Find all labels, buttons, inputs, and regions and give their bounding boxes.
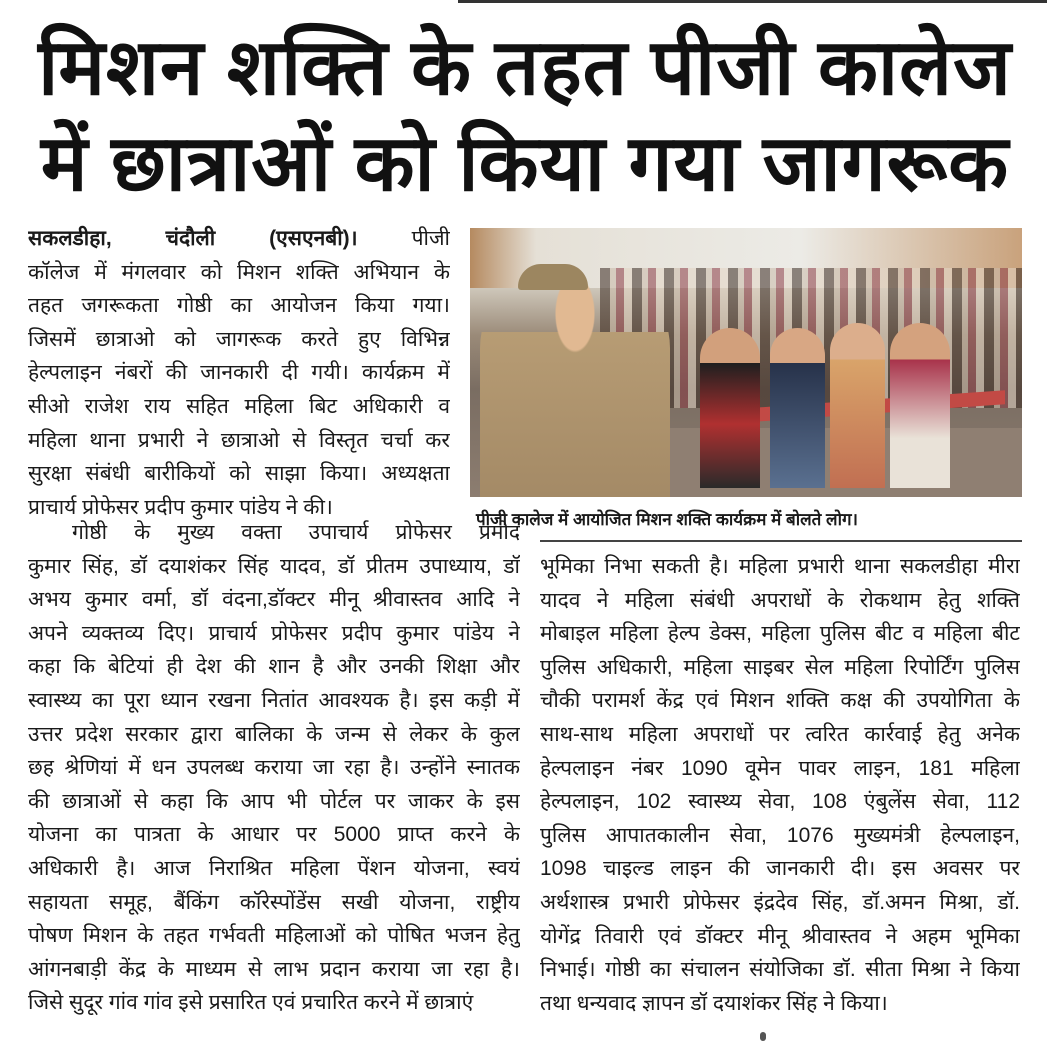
article-line: योजना का पात्रता के आधार पर 5000 प्राप्त करने के xyxy=(28,823,520,847)
article-line: निभाई। गोष्ठी का संचालन संयोजिका डॉ. सीता मिश्रा ने किया xyxy=(540,958,1020,982)
article-line: उत्तर प्रदेश सरकार द्वारा बालिका के जन्म से लेकर के कुल xyxy=(28,722,520,746)
headline-line-1: मिशन शक्ति के तहत पीजी कालेज xyxy=(38,23,1012,111)
article-line: हेल्पलाइन, 102 स्वास्थ्य सेवा, 108 एंबुलेंस सेवा, 112 xyxy=(540,790,1020,814)
article-line: अपने व्यक्तव्य दिए। प्राचार्य प्रोफेसर प्रदीप कुमार पांडेय ने xyxy=(28,621,520,645)
event-photo xyxy=(470,228,1022,497)
article-line: सुरक्षा संबंधी बारीकियों को साझा किया। अध्यक्षता xyxy=(28,462,450,486)
article-line: 1098 चाइल्ड लाइन की जानकारी दी। इस अवसर पर xyxy=(540,857,1020,881)
article-line: की छात्राओं से कहा कि आप भी पोर्टल पर जाकर के इस xyxy=(28,789,520,813)
dateline: सकलडीहा, चंदौली (एसएनबी)। xyxy=(28,227,358,250)
caption-rule xyxy=(540,540,1022,542)
article-line: कॉलेज में मंगलवार को मिशन शक्ति अभियान के xyxy=(28,260,450,284)
article-line: स्वास्थ्य का पूरा ध्यान रखना नितांत आवश्यक है। इस कड़ी में xyxy=(28,688,520,712)
article-line: महिला थाना प्रभारी ने छात्राओ से विस्तृत चर्चा कर xyxy=(28,428,450,452)
article-line: अधिकारी है। आज निराश्रित महिला पेंशन योजना, स्वयं xyxy=(28,856,520,880)
article-line: जिसे सुदूर गांव गांव इसे प्रसारित एवं प्रचारित करने में छात्राएं xyxy=(28,991,474,1015)
article-line: गोष्ठी के मुख्य वक्ता उपाचार्य प्रोफेसर प्रमोद xyxy=(72,521,520,544)
article-line: मोबाइल महिला हेल्प डेक्स, महिला पुलिस बीट व महिला बीट xyxy=(540,622,1020,646)
article-line: तथा धन्यवाद ज्ञापन डॉ दयाशंकर सिंह ने किया। xyxy=(540,991,888,1015)
article-line: प्राचार्य प्रोफेसर प्रदीप कुमार पांडेय ने की। xyxy=(28,495,333,519)
article-line: सीओ राजेश राय सहित महिला बिट अधिकारी व xyxy=(28,394,450,418)
article-line: अभय कुमार वर्मा, डॉ वंदना,डॉक्टर मीनू श्रीवास्तव आदि ने xyxy=(28,588,520,612)
page-mark xyxy=(760,1032,766,1041)
article-line: यादव ने महिला संबंधी अपराधों के रोकथाम हेतु शक्ति xyxy=(540,588,1020,612)
article-line: जिसमें छात्राओ को जागरूक करते हुए विभिन्न xyxy=(28,327,450,351)
body-column-left xyxy=(28,516,520,1020)
article-line: योगेंद्र तिवारी एवं डॉक्टर मीनू श्रीवास्तव ने अहम भूमिका xyxy=(540,924,1020,948)
article-line: सहायता समूह, बैंकिंग कॉरेस्पोंडेंस सखी योजना, राष्ट्रीय xyxy=(28,890,520,914)
article-line: कहा कि बेटियां ही देश की शान है और उनकी शिक्षा और xyxy=(28,655,520,679)
intro-column xyxy=(28,222,450,524)
article-line: साथ-साथ महिला अपराधों पर त्वरित कार्रवाई हेतु अनेक xyxy=(540,722,1020,746)
photo-caption: पीजी कालेज में आयोजित मिशन शक्ति कार्यक्रम में बोलते लोग। xyxy=(476,510,858,529)
body-column-right xyxy=(540,550,1020,1020)
article-line: हेल्पलाइन नंबरों की जानकारी दी गयी। कार्यक्रम में xyxy=(28,361,450,385)
article-line: छह श्रेणियां में धन उपलब्ध कराया जा रहा है। उन्होंने स्नातक xyxy=(28,756,520,780)
article-line: चौकी परामर्श केंद्र एवं मिशन शक्ति कक्ष की उपयोगिता के xyxy=(540,689,1020,713)
article-line: कुमार सिंह, डॉ दयाशंकर सिंह यादव, डॉ प्रीतम उपाध्याय, डॉ xyxy=(28,554,520,578)
article-line: हेल्पलाइन नंबर 1090 वूमेन पावर लाइन, 181 महिला xyxy=(540,756,1020,780)
headline-line-2: में छात्राओं को किया गया जागरूक xyxy=(40,119,1010,207)
top-rule xyxy=(458,0,1047,3)
article-line: आंगनबाड़ी केंद्र के माध्यम से लाभ प्रदान कराया जा रहा है। xyxy=(28,957,520,981)
article-line: पुलिस आपातकालीन सेवा, 1076 मुख्यमंत्री हेल्पलाइन, xyxy=(540,823,1020,847)
intro-line: सकलडीहा, चंदौली (एसएनबी)। पीजी xyxy=(28,227,450,250)
article-line: पुलिस अधिकारी, महिला साइबर सेल महिला रिपोर्टिंग पुलिस xyxy=(540,655,1020,679)
article-line: तहत जगरूकता गोष्ठी का आयोजन किया गया। xyxy=(28,294,450,318)
article-line: पोषण मिशन के तहत गर्भवती महिलाओं को पोषित भजन हेतु xyxy=(28,924,520,948)
article-line: भूमिका निभा सकती है। महिला प्रभारी थाना सकलडीहा मीरा xyxy=(540,555,1020,578)
article-line: अर्थशास्त्र प्रभारी प्रोफेसर इंद्रदेव सिंह, डॉ.अमन मिश्रा, डॉ. xyxy=(540,890,1020,914)
